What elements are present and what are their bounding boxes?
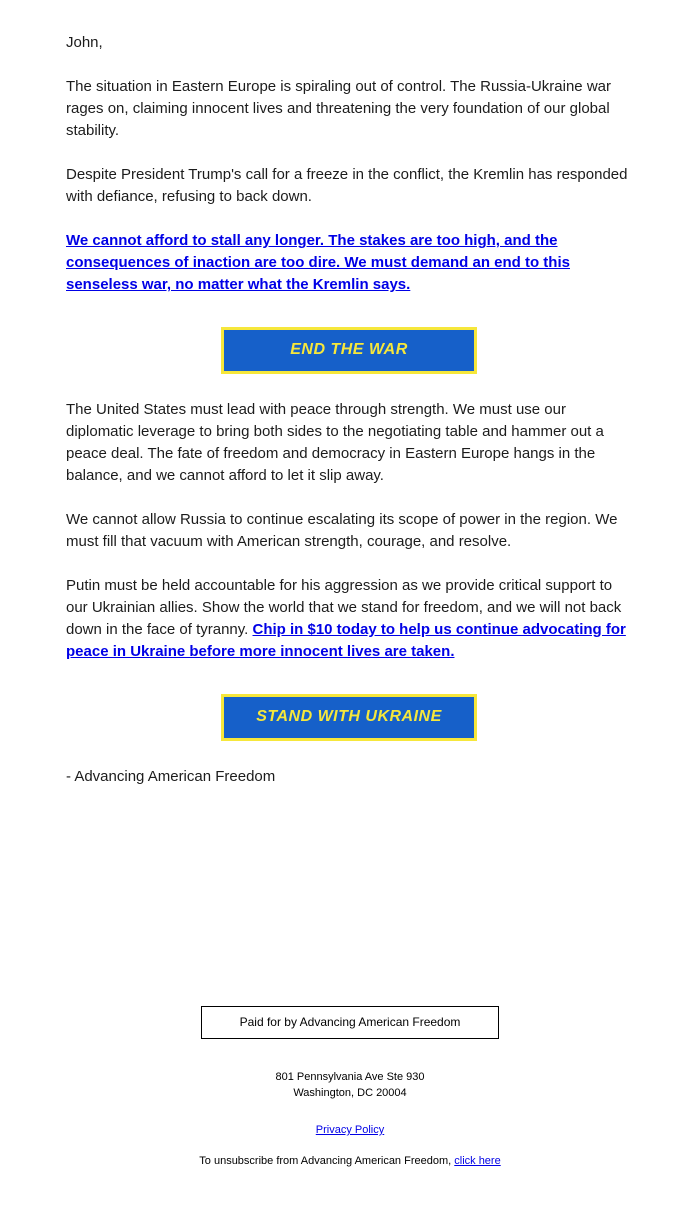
- address-line-2: Washington, DC 20004: [293, 1087, 407, 1099]
- paragraph-putin-accountable: [66, 575, 632, 663]
- footer-spacer: [0, 810, 700, 1006]
- paid-for-text: Paid for by Advancing American Freedom: [239, 1015, 461, 1029]
- signature: - Advancing American Freedom: [66, 768, 276, 785]
- stand-with-ukraine-button[interactable]: STAND WITH UKRAINE: [221, 694, 477, 741]
- unsubscribe-link[interactable]: click here: [454, 1155, 501, 1167]
- demand-end-war-link[interactable]: We cannot afford to stall any longer. The stakes are too high, and the consequences of inaction are too dire. We must demand an end to this senseless war, no matter what the Kremlin says.: [66, 232, 570, 293]
- email-footer: [0, 1006, 700, 1205]
- paragraph-demand-end: [66, 230, 632, 296]
- button-row-stand-with-ukraine: [66, 694, 632, 741]
- button-row-end-the-war: [66, 327, 632, 374]
- chip-in-10-link[interactable]: Chip in $10 today to help us continue advocating for peace in Ukraine before more innocent lives are taken.: [66, 621, 626, 660]
- privacy-policy-row: [0, 1122, 700, 1138]
- unsubscribe-text: To unsubscribe from Advancing American Freedom,: [199, 1155, 455, 1167]
- address-block: [0, 1069, 700, 1101]
- paragraph-situation: The situation in Eastern Europe is spiraling out of control. The Russia-Ukraine war rages on, claiming innocent lives and threatening the very foundation of our global stability.: [66, 78, 611, 139]
- privacy-policy-link[interactable]: Privacy Policy: [315, 1124, 385, 1136]
- paragraph-kremlin-defiance: Despite President Trump's call for a freeze in the conflict, the Kremlin has responded with defiance, refusing to back down.: [66, 166, 628, 205]
- unsubscribe-row: [0, 1153, 700, 1169]
- end-the-war-button[interactable]: END THE WAR: [221, 327, 477, 374]
- paid-for-disclaimer-box: [201, 1006, 499, 1039]
- paragraph-peace-through-strength: The United States must lead with peace through strength. We must use our diplomatic leverage to bring both sides to the negotiating table and hammer out a peace deal. The fate of freedom and democracy in Eastern Europe hangs in the balance, and we cannot afford to let it slip away.: [66, 401, 604, 484]
- paragraph-russia-vacuum: We cannot allow Russia to continue escalating its scope of power in the region. We must fill that vacuum with American strength, courage, and resolve.: [66, 511, 618, 550]
- greeting: John,: [66, 34, 103, 51]
- address-line-1: 801 Pennsylvania Ave Ste 930: [275, 1071, 425, 1083]
- putin-accountable-text: Putin must be held accountable for his aggression as we provide critical support to our Ukrainian allies. Show the world that we stand for freedom, and we will not back down in the face of tyranny.: [66, 577, 622, 638]
